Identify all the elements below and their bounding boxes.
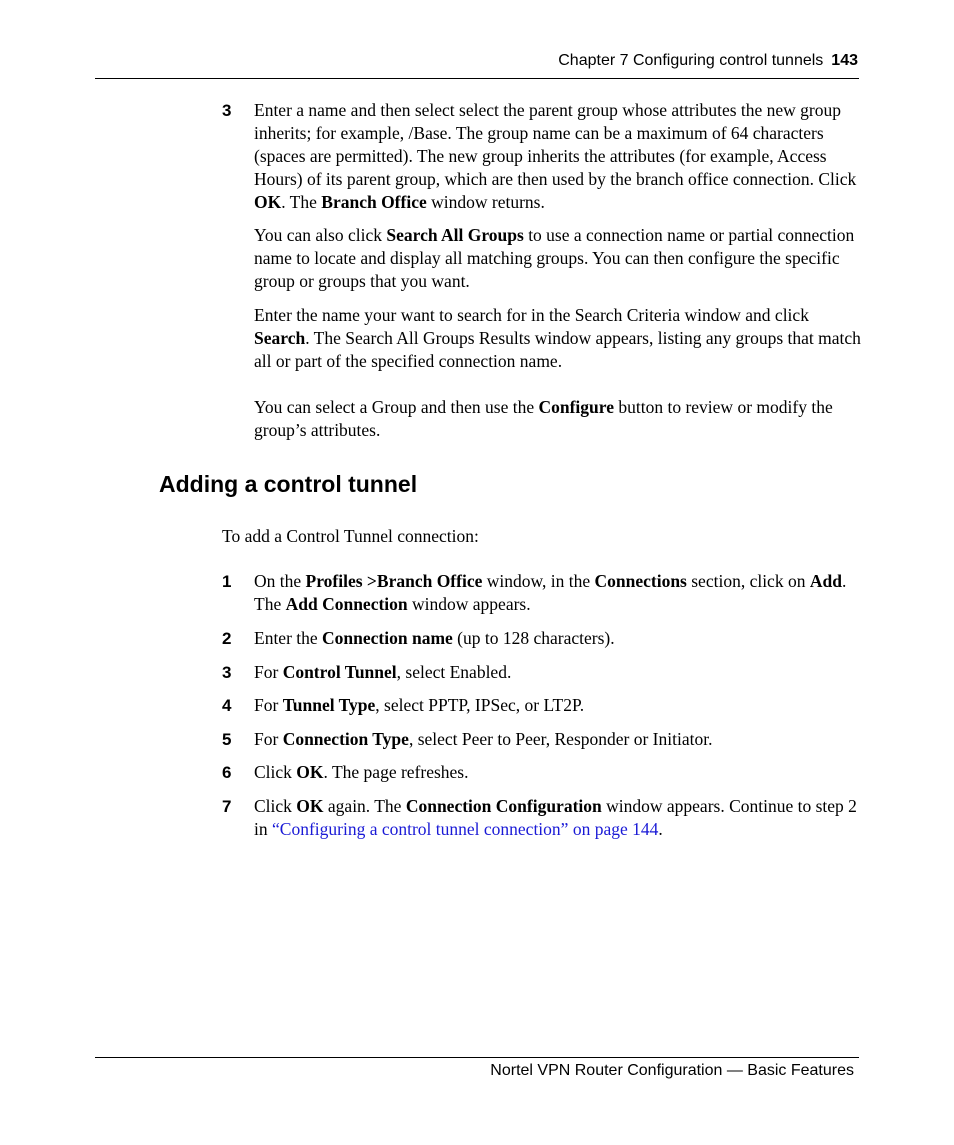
step-text: Click OK again. The Connection Configuration window appears. Continue to step 2 in “Configuring a control tunnel connection” on page 144. — [254, 796, 857, 839]
step-number: 4 — [222, 696, 232, 715]
step-3-parent-group — [222, 99, 862, 214]
step-number: 2 — [222, 629, 232, 648]
step-3 — [222, 661, 862, 684]
step-text: Enter the Connection name (up to 128 characters). — [254, 628, 615, 648]
step-4 — [222, 694, 862, 717]
paragraph-search-all-groups: You can also click Search All Groups to use a connection name or partial connection name to locate and display all matching groups. You can then configure the specific group or groups that you want. — [254, 225, 855, 291]
step-text: Click OK. The page refreshes. — [254, 762, 469, 782]
step-7 — [222, 795, 862, 841]
paragraph-configure-button: You can select a Group and then use the Configure button to review or modify the group’s attributes. — [254, 397, 833, 440]
intro-text: To add a Control Tunnel connection: — [222, 526, 479, 546]
section-heading: Adding a control tunnel — [159, 471, 418, 497]
step-text: For Control Tunnel, select Enabled. — [254, 662, 512, 682]
page-number: 143 — [831, 52, 858, 69]
footer-rule — [95, 1057, 859, 1058]
paragraph-search-criteria: Enter the name your want to search for in the Search Criteria window and click Search. The Search All Groups Results window appears, listing any groups that match all or part of the specified connection name. — [254, 305, 861, 371]
step-text: For Connection Type, select Peer to Peer, Responder or Initiator. — [254, 729, 713, 749]
step-text: Enter a name and then select select the parent group whose attributes the new group inherits; for example, /Base. The group name can be a maximum of 64 characters (spaces are permitted). The new group inherits the attributes (for example, Access Hours) of its parent group, which are then used by the branch office connection. Click OK. The Branch Office window returns. — [254, 100, 857, 212]
step-number: 3 — [222, 101, 232, 120]
step-1 — [222, 570, 862, 616]
step-5 — [222, 728, 862, 751]
header-rule — [95, 78, 859, 79]
footer-title: Nortel VPN Router Configuration — Basic Features — [490, 1062, 854, 1079]
step-number: 7 — [222, 797, 232, 816]
step-number: 6 — [222, 763, 232, 782]
chapter-title: Chapter 7 Configuring control tunnels — [558, 52, 824, 69]
cross-reference-link[interactable]: “Configuring a control tunnel connection” on page 144 — [272, 819, 659, 839]
step-number: 1 — [222, 572, 232, 591]
step-number: 3 — [222, 663, 232, 682]
step-text: For Tunnel Type, select PPTP, IPSec, or LT2P. — [254, 695, 585, 715]
step-number: 5 — [222, 730, 232, 749]
page-header — [558, 50, 858, 72]
step-6 — [222, 761, 862, 784]
step-2 — [222, 627, 862, 650]
step-text: On the Profiles >Branch Office window, in the Connections section, click on Add. The Add Connection window appears. — [254, 571, 847, 614]
